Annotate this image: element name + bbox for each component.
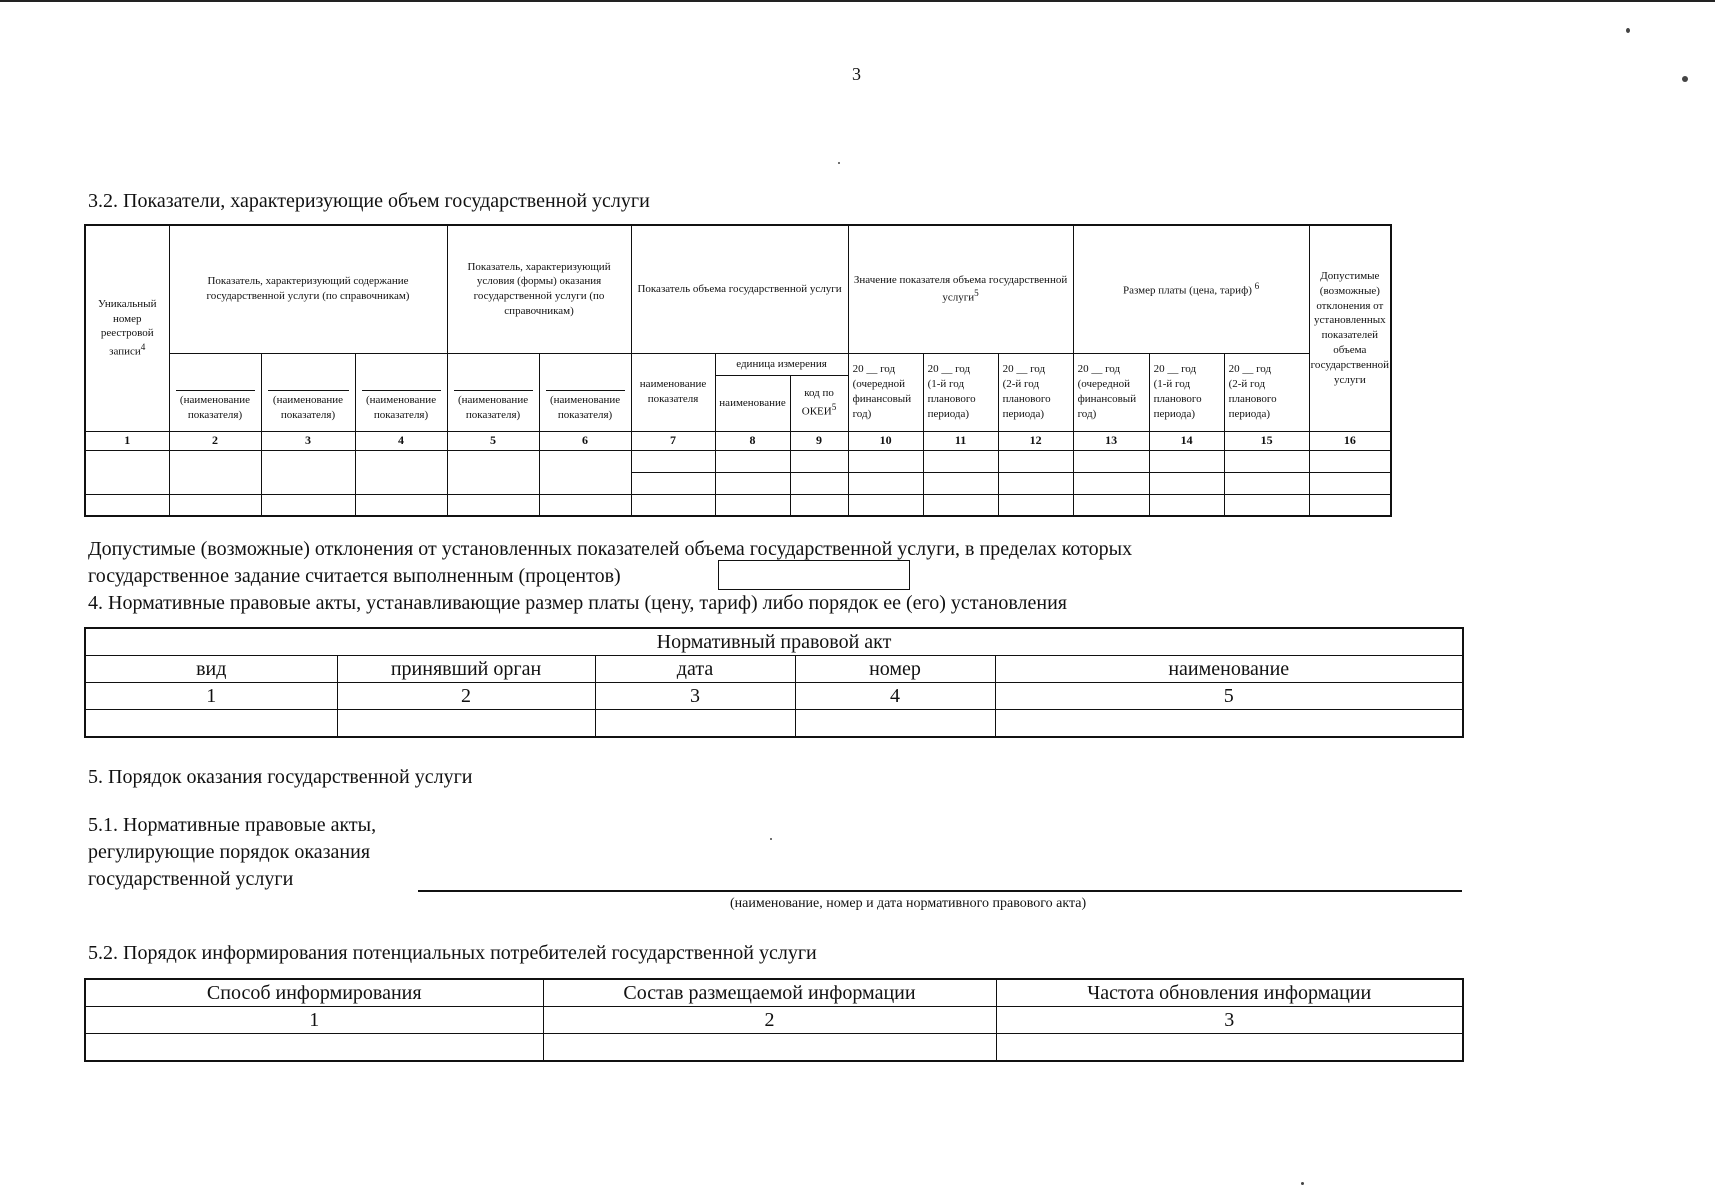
unit-header: единица измерения [715,353,848,375]
deviation-paragraph: Допустимые (возможные) отклонения от установленных показателей объема государственной услуги, в пределах которых государственное задание считается выполненным (процентов) [88,538,1133,587]
fee-year-plan2: 20 __ год (2-й год планового периода) [1224,353,1309,431]
volume-year-plan2: 20 __ год (2-й год планового периода) [998,353,1073,431]
legal-act-input-line[interactable] [418,890,1462,892]
indicator-title-cell: наименование показателя [631,353,715,431]
legal-acts-table [84,627,1464,738]
section-5-2-title: 5.2. Порядок информирования потенциальных потребителей государственной услуги [88,942,817,964]
indicator-name-cell-3: (наименование показателя) [355,353,447,431]
section-3-2-title: 3.2. Показатели, характеризующие объем государственной услуги [88,190,650,212]
top-border-line [0,0,1715,2]
scan-speck [1301,1182,1304,1185]
table-row [85,450,1391,472]
indicator-name-cell-4: (наименование показателя) [447,353,539,431]
legal-act-caption: (наименование, номер и дата нормативного правового акта) [730,896,1087,911]
page-number: 3 [852,64,861,84]
unit-name-cell: наименование [715,375,790,431]
indicator-name-cell-1: (наименование показателя) [169,353,261,431]
indicator-name-cell-2: (наименование показателя) [261,353,355,431]
okei-code-cell: код по ОКЕИ$^5$ [790,375,848,431]
informing-numbers-row: 1 2 3 [85,1007,1463,1034]
table-row [85,1034,1463,1062]
scan-speck [1682,76,1688,82]
volume-year-current: 20 __ год (очередной финансовый год) [848,353,923,431]
header-condition-indicator: Показатель, характеризующий условия (формы) оказания государственной услуги (по справочникам) [447,225,631,353]
fee-year-current: 20 __ год (очередной финансовый год) [1073,353,1149,431]
informing-table [84,978,1464,1062]
fee-year-plan1: 20 __ год (1-й год планового периода) [1149,353,1224,431]
section-5-title: 5. Порядок оказания государственной услуги [88,766,473,788]
scan-speck [770,838,772,840]
informing-header-row: Способ информирования Состав размещаемой информации Частота обновления информации [85,979,1463,1007]
header-volume-value: Значение показателя объема государственной услуги$^5$ [848,225,1073,353]
table-row [85,494,1391,516]
volume-year-plan1: 20 __ год (1-й год планового периода) [923,353,998,431]
column-numbers-row: 1 2 3 4 5 6 7 8 9 10 11 12 13 14 15 16 [85,431,1391,450]
legal-act-header-row: вид принявший орган дата номер наименование [85,656,1463,683]
header-fee: Размер платы (цена, тариф) $^6$ [1073,225,1309,353]
indicator-name-cell-5: (наименование показателя) [539,353,631,431]
section-5-1-label: 5.1. Нормативные правовые акты, регулирующие порядок оказания государственной услуги [88,814,377,890]
header-unique-number: Уникальный номер реестровой записи$^4$ [85,225,169,431]
volume-indicators-table [84,224,1392,517]
legal-act-numbers-row: 1 2 3 4 5 [85,683,1463,710]
legal-act-title: Нормативный правовой акт [85,628,1463,656]
header-deviation: Допустимые (возможные) отклонения от установленных показателей объема государственной услуги [1309,225,1391,431]
scan-speck [1626,28,1630,33]
section-4-title: 4. Нормативные правовые акты, устанавливающие размер платы (цену, тариф) либо порядок ее (его) установления [88,592,1068,614]
scan-speck [838,162,840,164]
deviation-percent-field[interactable] [718,560,910,590]
header-content-indicator: Показатель, характеризующий содержание государственной услуги (по справочникам) [169,225,447,353]
table-row [85,710,1463,738]
header-volume-indicator: Показатель объема государственной услуги [631,225,848,353]
